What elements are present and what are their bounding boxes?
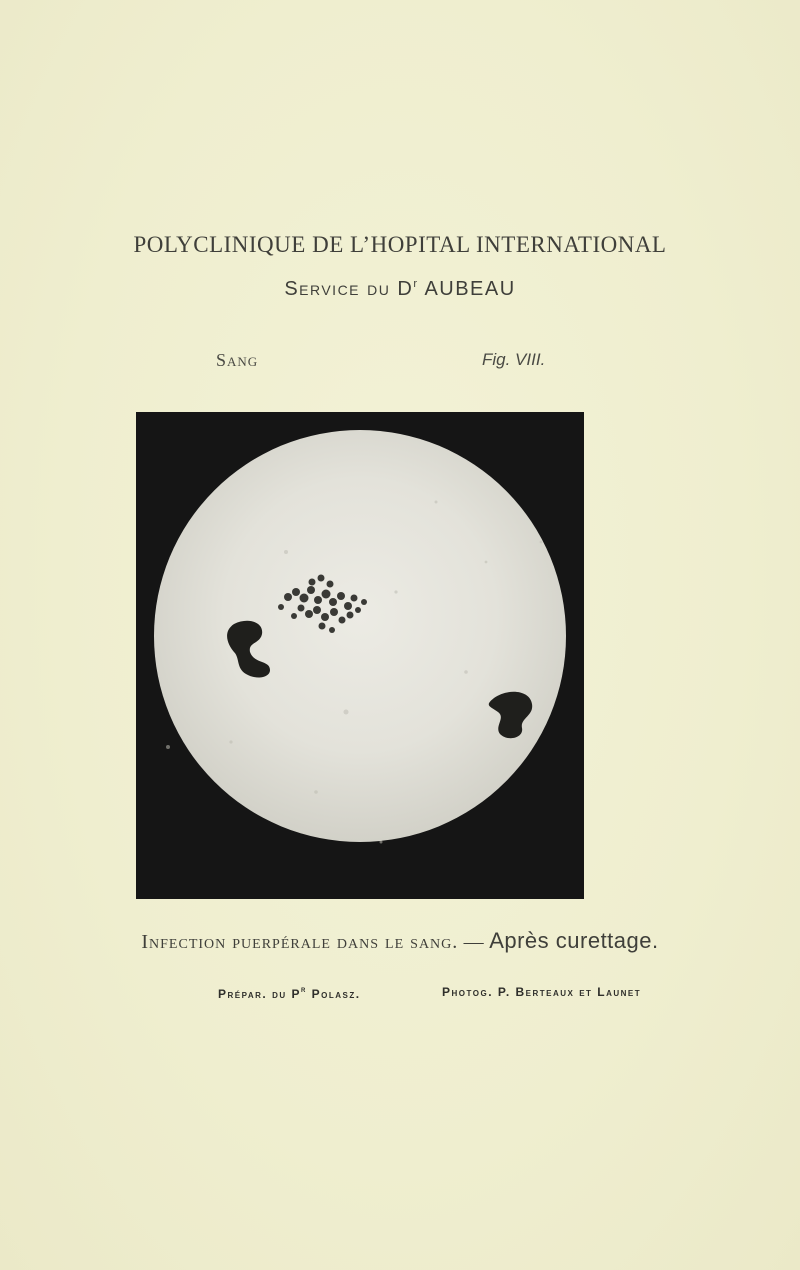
specimen-label: Sang (216, 350, 259, 370)
service-doctor-name: AUBEAU (424, 278, 516, 300)
service-line (0, 278, 800, 301)
credit-left-name: Polasz. (306, 987, 361, 1001)
service-prefix: Service du D (284, 278, 414, 300)
credit-left-prefix: Prépar. du P (218, 987, 301, 1001)
figure-number: Fig. VIII. (482, 350, 546, 369)
microscope-field (154, 430, 566, 842)
institution-title: POLYCLINIQUE DE L’HOPITAL INTERNATIONAL (133, 232, 667, 257)
credit-left-sup: r (300, 985, 307, 994)
caption-tail: Après curettage. (489, 928, 659, 953)
figure-caption (0, 928, 800, 954)
micrograph-plate (136, 412, 584, 899)
micrograph-image (136, 412, 584, 899)
photography-credit: Photog. P. Berteaux et Launet (442, 985, 642, 999)
service-sup: r (413, 278, 419, 290)
caption-main: Infection puerpérale dans le sang. (141, 931, 459, 953)
caption-dash: — (458, 931, 490, 953)
preparation-credit (218, 985, 361, 1001)
